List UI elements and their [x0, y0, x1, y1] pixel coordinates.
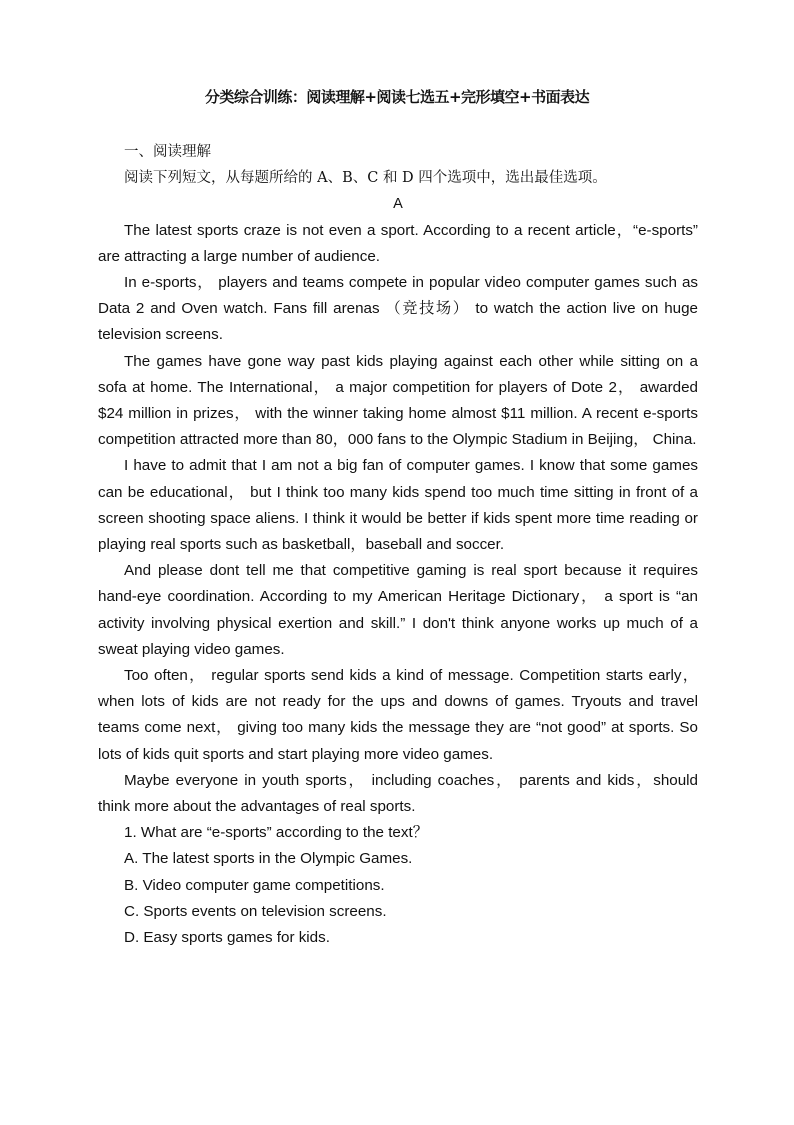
answer-option-c: C. Sports events on television screens. — [124, 902, 387, 920]
passage-paragraph: In e-sports， players and teams compete in popular video computer games such as Data 2 and Oven watch. Fans fill arenas （竞技场） to watch the action live on huge television screens. — [98, 274, 698, 344]
passage-paragraph: And please dont tell me that competitive gaming is real sport because it requires hand-eye coordination. According to my American Heritage Dictionary， a sport is “an activity involving physical exertion and skill.” I don't think anyone works up much of a sweat playing video games. — [98, 562, 698, 658]
question-text: 1. What are “e-sports” according to the text？ — [124, 824, 428, 842]
passage-paragraph: The latest sports craze is not even a sport. According to a recent article，“e-sports” are attracting a large number of audience. — [98, 221, 698, 265]
answer-option-a: A. The latest sports in the Olympic Games. — [124, 850, 413, 868]
answer-option-b: B. Video computer game competitions. — [124, 876, 385, 894]
passage-paragraph: I have to admit that I am not a big fan of computer games. I know that some games can be educational， but I think too many kids spend too much time sitting in front of a screen shooting space aliens. I think it would be better if kids spent more time reading or playing real sports such as basketball，baseball and soccer. — [98, 457, 698, 554]
instructions: 阅读下列短文，从每题所给的 A、B、C 和 D 四个选项中，选出最佳选项。 — [124, 170, 607, 187]
passage-paragraph: Maybe everyone in youth sports， including coaches， parents and kids，should think more about the advantages of real sports. — [98, 771, 698, 816]
passage-paragraph: The games have gone way past kids playing against each other while sitting on a sofa at home. The International， a major competition for players of Dote 2， awarded $24 million in prizes， with the winner taking home almost $11 million. A recent e-sports competition attracted more than 80，000 fans to the Olympic Stadium in Beijing， China. — [98, 352, 698, 449]
document-content — [98, 139, 698, 951]
passage-paragraph: Too often， regular sports send kids a kind of message. Competition starts early， when lots of kids are not ready for the ups and downs of games. Tryouts and travel teams come next， giving too many kids the message they are “not good” at sports. So lots of kids quit sports and start playing more video games. — [98, 667, 698, 763]
answer-option-d: D. Easy sports games for kids. — [124, 929, 330, 947]
passage-label: A — [393, 196, 403, 213]
section-heading: 一、阅读理解 — [124, 144, 211, 160]
document-title: 分类综合训练：阅读理解+阅读七选五+完形填空+书面表达 — [204, 88, 590, 106]
